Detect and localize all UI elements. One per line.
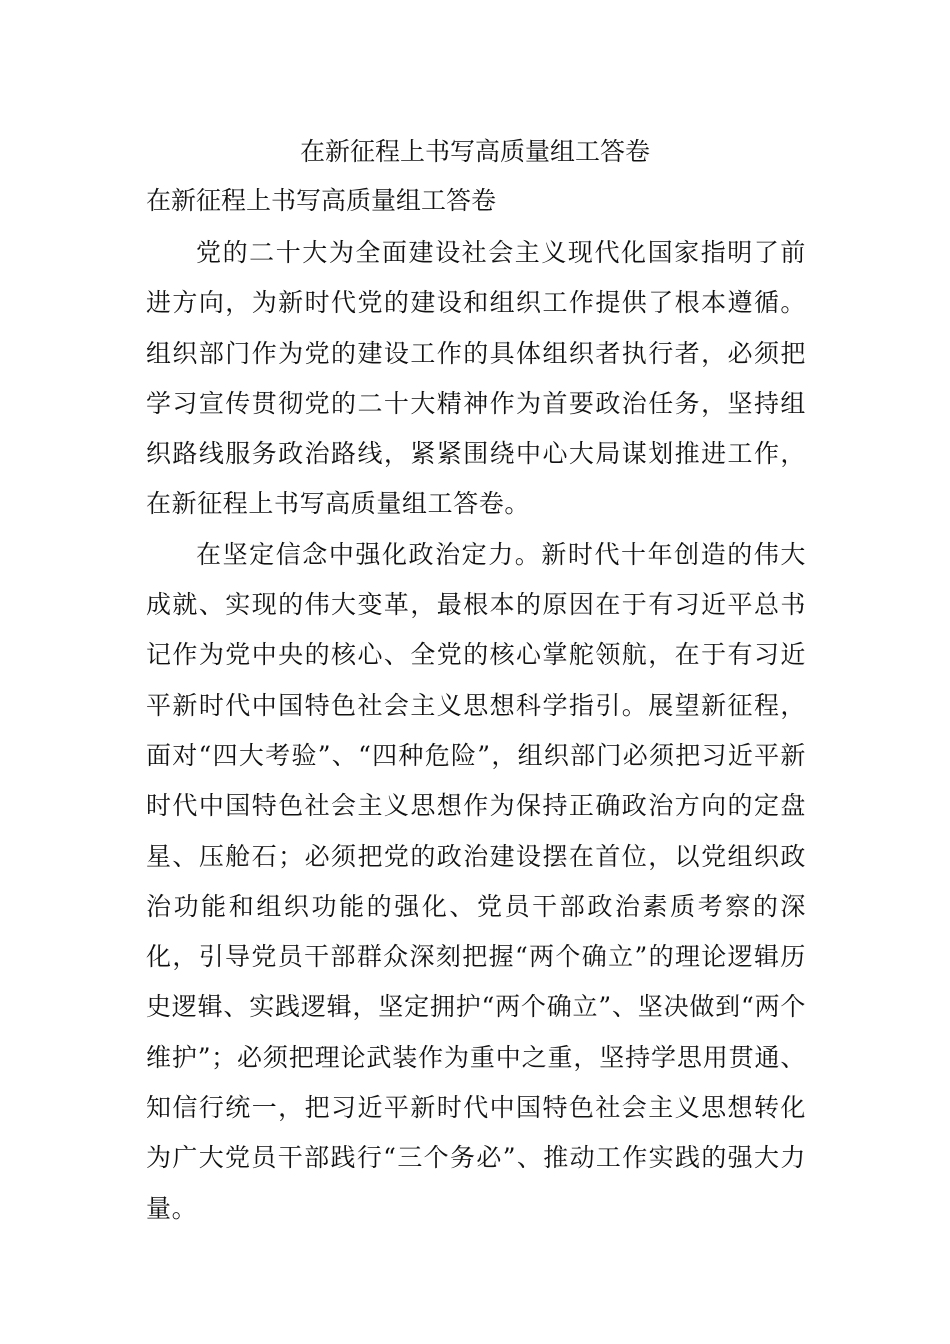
document-title: 在新征程上书写高质量组工答卷 (299, 137, 650, 166)
paragraph-1: 党的二十大为全面建设社会主义现代化国家指明了前进方向，为新时代党的建设和组织工作提供了根本遵循。组织部门作为党的建设工作的具体组织者执行者，必须把学习宣传贯彻党的二十大精神作为首要政治任务，坚持组织路线服务政治路线，紧紧围绕中心大局谋划推进工作，在新征程上书写高质量组工答卷。 (146, 238, 806, 519)
document-subtitle: 在新征程上书写高质量组工答卷 (146, 186, 497, 215)
document-body (146, 228, 806, 1234)
paragraph-2: 在坚定信念中强化政治定力。新时代十年创造的伟大成就、实现的伟大变革，最根本的原因在于有习近平总书记作为党中央的核心、全党的核心掌舵领航，在于有习近平新时代中国特色社会主义思想科学指引。展望新征程，面对“四大考验”、“四种危险”，组织部门必须把习近平新时代中国特色社会主义思想作为保持正确政治方向的定盘星、压舱石；必须把党的政治建设摆在首位，以党组织政治功能和组织功能的强化、党员干部政治素质考察的深化，引导党员干部群众深刻把握“两个确立”的理论逻辑历史逻辑、实践逻辑，坚定拥护“两个确立”、坚决做到“两个维护”；必须把理论武装作为重中之重，坚持学思用贯通、知信行统一，把习近平新时代中国特色社会主义思想转化为广大党员干部践行“三个务必”、推动工作实践的强大力量。 (146, 539, 806, 1223)
